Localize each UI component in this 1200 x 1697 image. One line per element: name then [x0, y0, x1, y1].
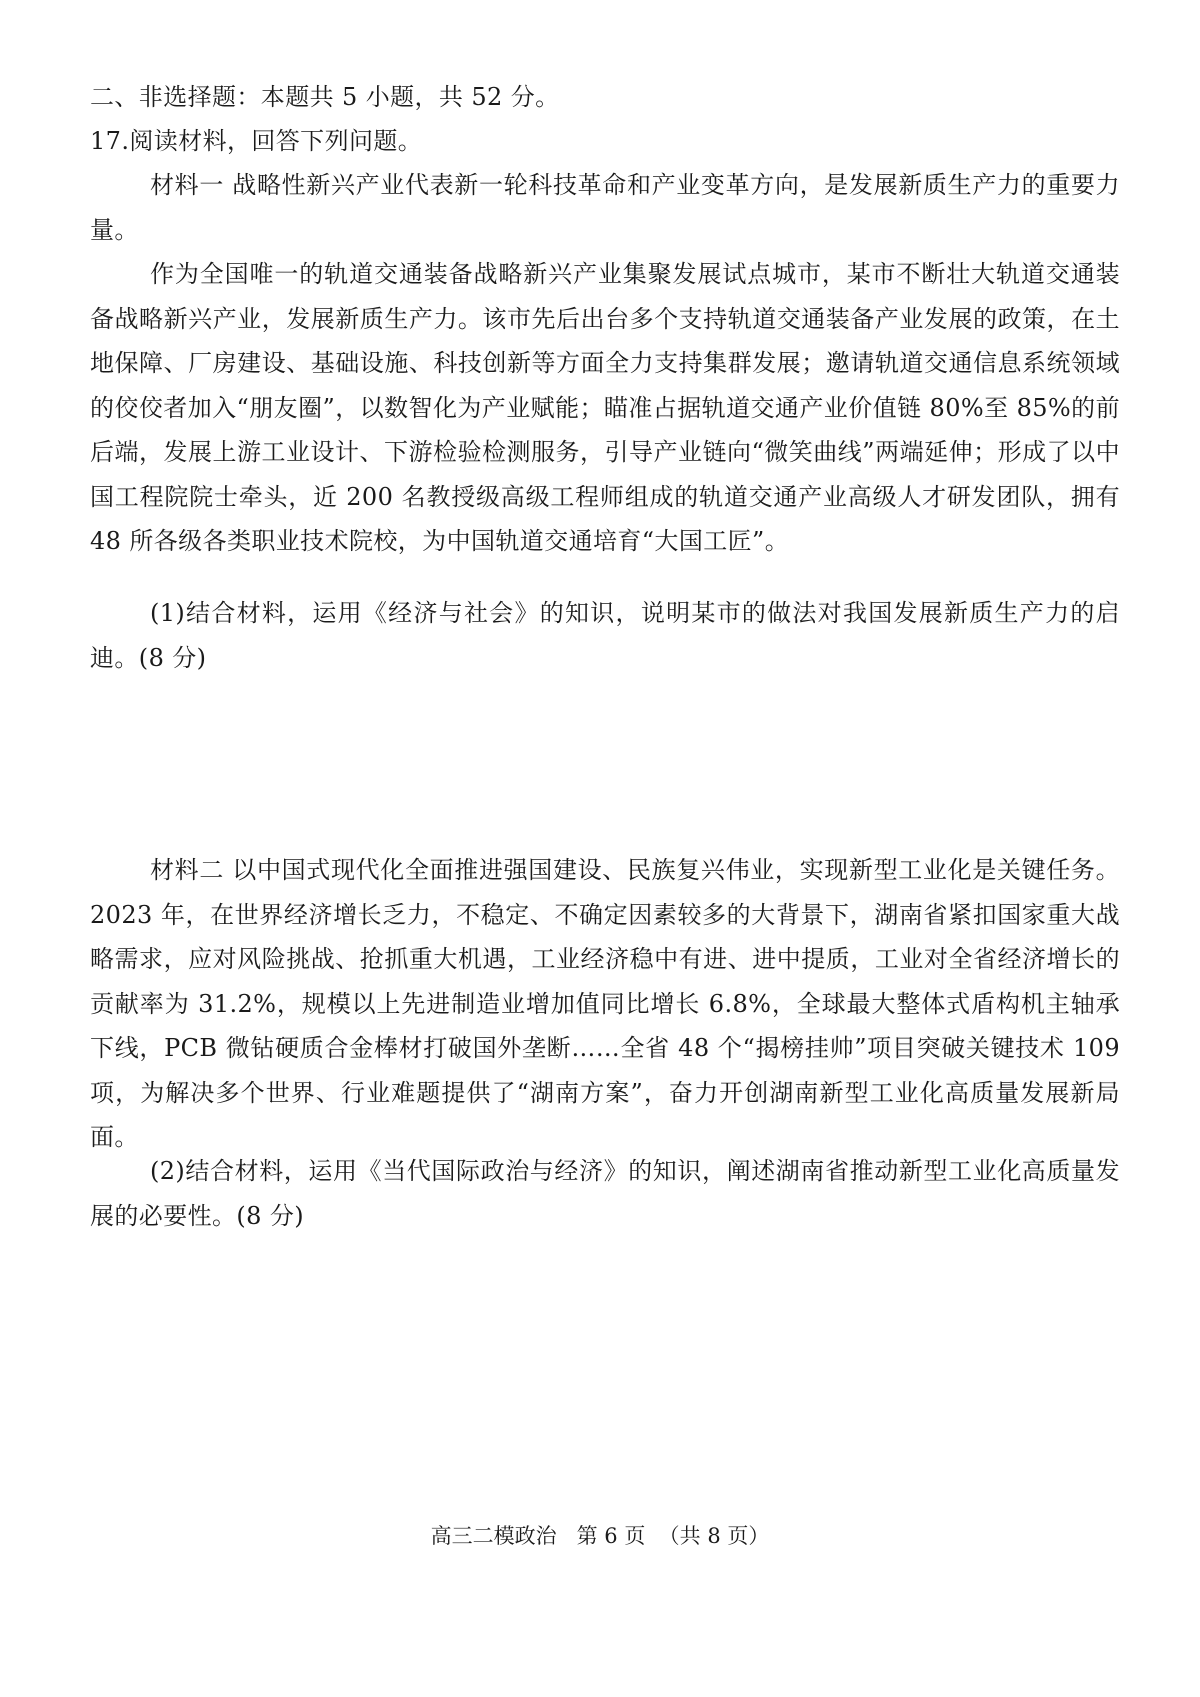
page-footer: 高三二模政治 第 6 页 （共 8 页） — [430, 1524, 770, 1548]
sub-question-2: (2)结合材料，运用《当代国际政治与经济》的知识，阐述湖南省推动新型工业化高质量发展的必要性。(8 分) — [90, 1157, 1120, 1230]
material-1-body: 作为全国唯一的轨道交通装备战略新兴产业集聚发展试点城市，某市不断壮大轨道交通装备战略新兴产业，发展新质生产力。该市先后出台多个支持轨道交通装备产业发展的政策，在土地保障、厂房建设、基础设施、科技创新等方面全力支持集群发展；邀请轨道交通信息系统领域的佼佼者加入“朋友圈”，以数智化为产业赋能；瞄准占据轨道交通产业价值链 80%至 85%的前后端，发展上游工业设计、下游检验检测服务，引导产业链向“微笑曲线”两端延伸；形成了以中国工程院院士牵头，近 200 名教授级高级工程师组成的轨道交通产业高级人才研发团队，拥有 48 所各级各类职业技术院校，为中国轨道交通培育“大国工匠”。 — [90, 260, 1120, 555]
material-1-intro: 材料一 战略性新兴产业代表新一轮科技革命和产业变革方向，是发展新质生产力的重要力量。 — [90, 171, 1120, 244]
section-heading: 二、非选择题：本题共 5 小题，共 52 分。 — [90, 83, 560, 111]
question-title: 17.阅读材料，回答下列问题。 — [90, 127, 423, 155]
sub-question-1: (1)结合材料，运用《经济与社会》的知识，说明某市的做法对我国发展新质生产力的启迪。(8 分) — [90, 599, 1120, 672]
material-2: 材料二 以中国式现代化全面推进强国建设、民族复兴伟业，实现新型工业化是关键任务。 2023 年，在世界经济增长乏力，不稳定、不确定因素较多的大背景下，湖南省紧扣国家重大战略需求，应对风险挑战、抢抓重大机遇，工业经济稳中有进、进中提质，工业对全省经济增长的贡献率为 31.2%，规模以上先进制造业增加值同比增长 6.8%，全球最大整体式盾构机主轴承下线，PCB 微钻硬质合金棒材打破国外垄断……全省 48 个“揭榜挂帅”项目突破关键技术 109 项，为解决多个世界、行业难题提供了“湖南方案”，奋力开创湖南新型工业化高质量发展新局面。 — [90, 856, 1120, 1151]
